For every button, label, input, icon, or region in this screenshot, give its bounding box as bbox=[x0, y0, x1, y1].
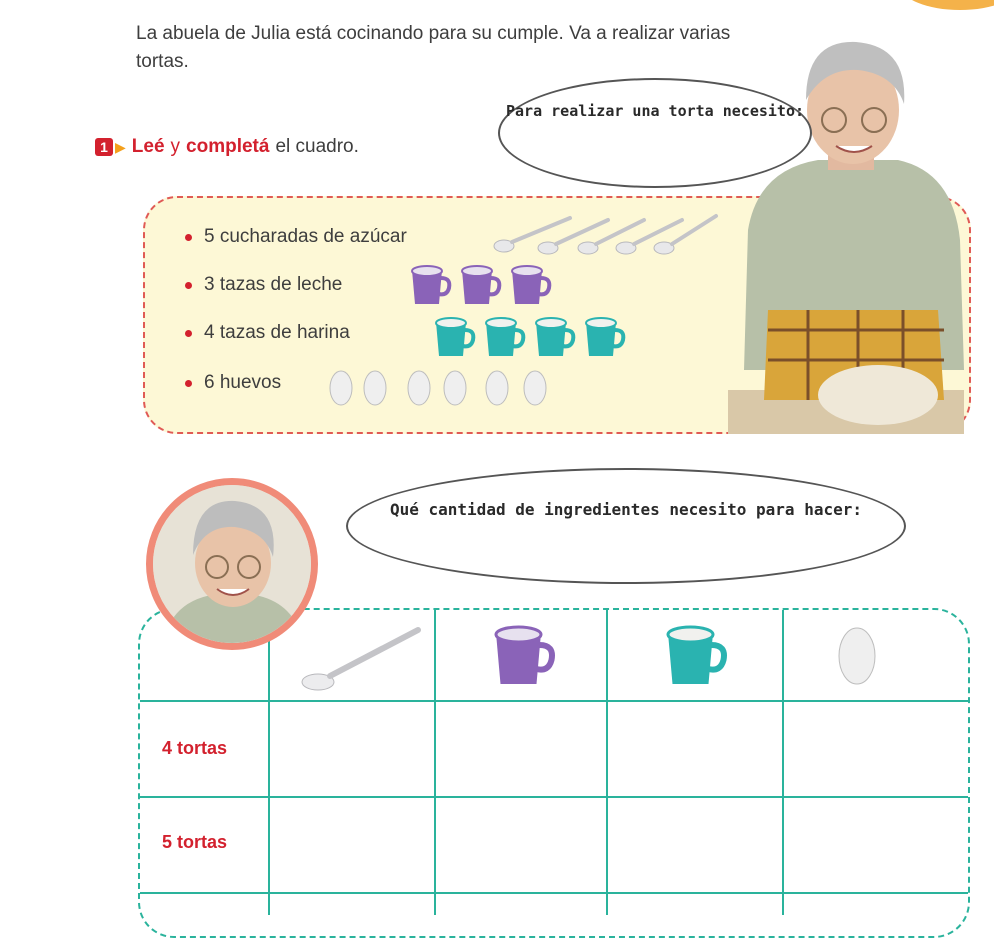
table-column-divider bbox=[782, 610, 784, 915]
purple-cup-icon bbox=[412, 266, 449, 304]
speech-bubble-text: Para realizar una torta necesito: bbox=[505, 102, 804, 120]
purple-cup-icon bbox=[490, 624, 556, 690]
bullet-icon bbox=[185, 330, 192, 337]
recipe-item-eggs bbox=[185, 372, 281, 394]
answer-cell-4-milk[interactable] bbox=[438, 704, 604, 794]
grandma-portrait bbox=[146, 478, 318, 650]
exercise-number-badge: 1 bbox=[95, 138, 113, 156]
answer-cell-4-flour[interactable] bbox=[610, 704, 780, 794]
instruction bbox=[95, 136, 359, 158]
arrow-icon: ▶ bbox=[115, 138, 126, 155]
table-row-label-4: 4 tortas bbox=[162, 738, 228, 758]
teal-cup-icons-row bbox=[434, 316, 634, 360]
teal-cup-icon bbox=[662, 624, 728, 690]
corner-decoration bbox=[900, 0, 994, 10]
answer-cell-5-eggs[interactable] bbox=[786, 800, 966, 890]
egg-icon bbox=[524, 371, 546, 405]
teal-cup-icon bbox=[536, 318, 573, 356]
purple-cup-icons-row bbox=[410, 264, 560, 308]
teal-cup-icon bbox=[486, 318, 523, 356]
answer-cell-5-sugar[interactable] bbox=[272, 800, 432, 890]
instruction-rest: el cuadro. bbox=[275, 136, 359, 157]
table-row-divider bbox=[140, 892, 968, 894]
bullet-icon bbox=[185, 234, 192, 241]
table-row-divider bbox=[140, 700, 968, 702]
egg-icon bbox=[834, 622, 880, 688]
table-column-divider bbox=[434, 610, 436, 915]
table-row-label-5: 5 tortas bbox=[162, 832, 228, 852]
egg-icon bbox=[408, 371, 430, 405]
recipe-item-sugar bbox=[185, 226, 407, 248]
egg-icon bbox=[330, 371, 352, 405]
purple-cup-icon bbox=[512, 266, 549, 304]
recipe-item-milk bbox=[185, 274, 342, 296]
spoon-icon bbox=[654, 216, 716, 254]
table-column-divider bbox=[268, 610, 270, 915]
bullet-icon bbox=[185, 282, 192, 289]
egg-icons-row bbox=[328, 366, 558, 410]
table-column-divider bbox=[606, 610, 608, 915]
spoon-icon bbox=[298, 618, 426, 694]
intro-text: La abuela de Julia está cocinando para su cumple. Va a realizar varias tortas. bbox=[136, 23, 731, 72]
speech-bubble-bottom bbox=[346, 468, 906, 584]
recipe-item-label: 4 tazas de harina bbox=[204, 322, 350, 343]
instruction-verb-1: Leé bbox=[131, 136, 165, 157]
speech-bubble-text: Qué cantidad de ingredientes necesito para hacer: bbox=[389, 500, 862, 519]
table-row-divider bbox=[140, 796, 968, 798]
instruction-verb-2: completá bbox=[186, 136, 270, 157]
speech-bubble-top bbox=[498, 78, 812, 188]
bullet-icon bbox=[185, 380, 192, 387]
recipe-item-label: 5 cucharadas de azúcar bbox=[204, 226, 407, 247]
recipe-item-label: 6 huevos bbox=[204, 372, 282, 393]
spoon-icon bbox=[494, 218, 570, 252]
egg-icon bbox=[486, 371, 508, 405]
answer-cell-4-sugar[interactable] bbox=[272, 704, 432, 794]
recipe-item-label: 3 tazas de leche bbox=[204, 274, 343, 295]
teal-cup-icon bbox=[586, 318, 623, 356]
spoon-icons-row bbox=[492, 206, 722, 256]
answer-cell-5-milk[interactable] bbox=[438, 800, 604, 890]
recipe-item-flour bbox=[185, 322, 350, 344]
egg-icon bbox=[364, 371, 386, 405]
answer-cell-5-flour[interactable] bbox=[610, 800, 780, 890]
teal-cup-icon bbox=[436, 318, 473, 356]
answer-cell-4-eggs[interactable] bbox=[786, 704, 966, 794]
grandma-portrait-image bbox=[153, 485, 311, 643]
egg-icon bbox=[444, 371, 466, 405]
instruction-connector: y bbox=[170, 136, 181, 157]
purple-cup-icon bbox=[462, 266, 499, 304]
